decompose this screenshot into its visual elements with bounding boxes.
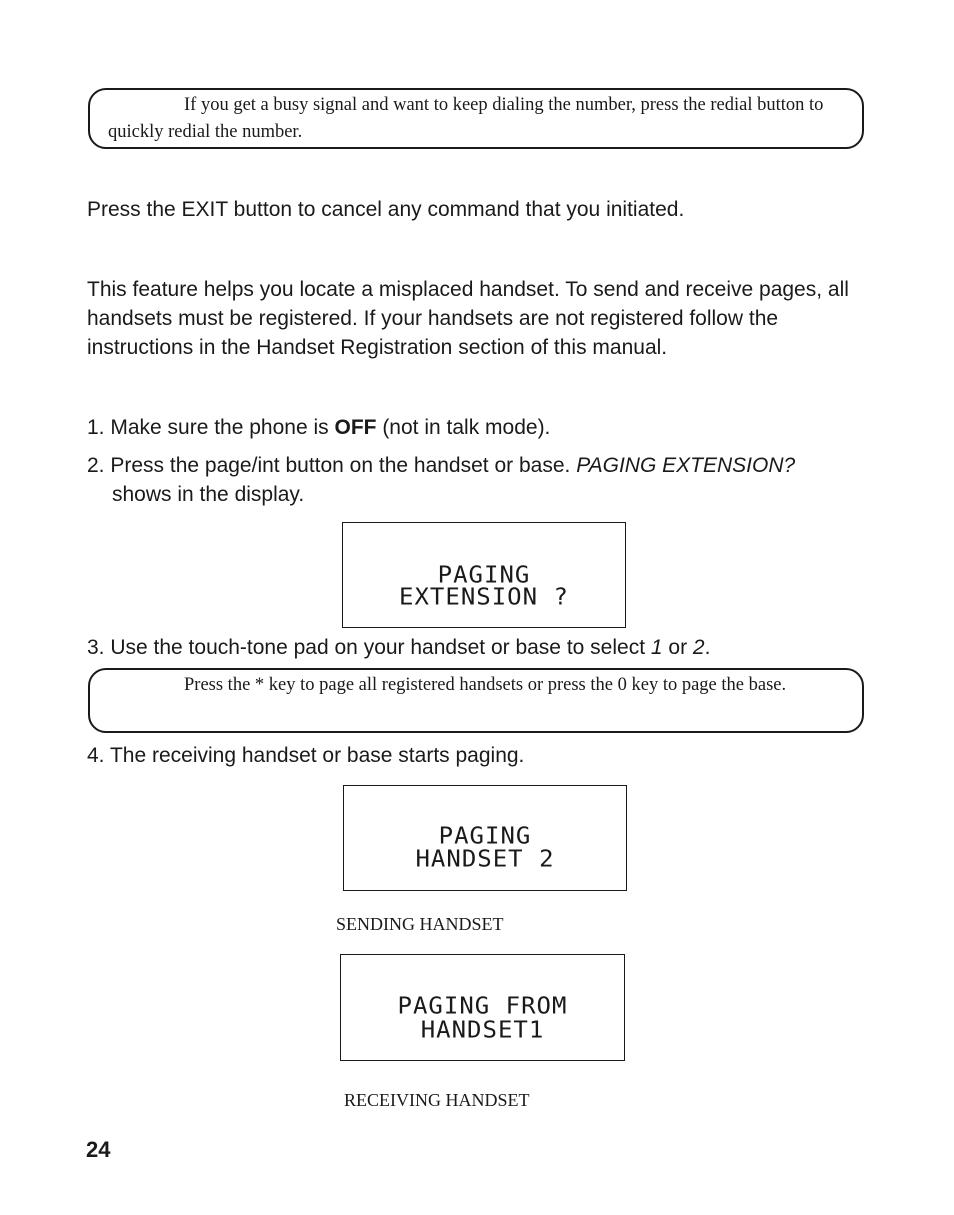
step-2-display-text: PAGING EXTENSION?	[576, 454, 796, 477]
redial-note-box	[88, 88, 864, 149]
lcd-line-2: HANDSET 2	[415, 845, 555, 873]
step-3-text: 3. Use the touch-tone pad on your handset or base to select	[87, 636, 651, 659]
step-2	[87, 451, 877, 480]
step-2-text: 2. Press the page/int button on the handset or base.	[87, 454, 577, 477]
lcd-line-1: PAGING	[437, 561, 531, 589]
step-1-text: 1. Make sure the phone is	[87, 416, 335, 439]
receiving-handset-caption: RECEIVING HANDSET	[344, 1090, 530, 1110]
page-all-note-text: Press the * key to page all registered handsets or press the 0 key to page the base.	[184, 675, 787, 695]
page-all-note-box	[88, 668, 864, 733]
step-3-period: .	[704, 636, 711, 659]
lcd-line-1: PAGING FROM	[397, 992, 568, 1020]
step-4: 4. The receiving handset or base starts paging.	[87, 744, 525, 767]
lcd-line-1: PAGING	[438, 822, 532, 850]
exit-paragraph: Press the EXIT button to cancel any command that you initiated.	[87, 198, 685, 221]
step-3	[87, 633, 877, 662]
lcd-paging-handset-2	[343, 785, 627, 891]
lcd-paging-from-handset1	[340, 954, 625, 1061]
redial-note-text: If you get a busy signal and want to keep dialing the number, press the redial button to quickly redial the number.	[108, 95, 824, 142]
paging-feature-paragraph: This feature helps you locate a misplaced handset. To send and receive pages, all handsets must be registered. If your handsets are not registered follow the instructions in the Handset Registration section of this manual.	[87, 278, 849, 359]
step-1	[87, 413, 877, 442]
step-2-continuation: shows in the display.	[112, 483, 305, 506]
lcd-line-2: HANDSET1	[420, 1016, 545, 1044]
step-3-option-2: 2	[692, 636, 705, 659]
sending-handset-caption: SENDING HANDSET	[336, 914, 504, 934]
lcd-line-2: EXTENSION ?	[399, 583, 569, 611]
page-number: 24	[86, 1137, 111, 1162]
step-1-off-keyword: OFF	[334, 416, 377, 439]
step-1-suffix: (not in talk mode).	[376, 416, 551, 439]
step-3-option-1: 1	[650, 636, 663, 659]
step-3-or: or	[662, 636, 693, 659]
lcd-paging-extension	[342, 522, 626, 628]
